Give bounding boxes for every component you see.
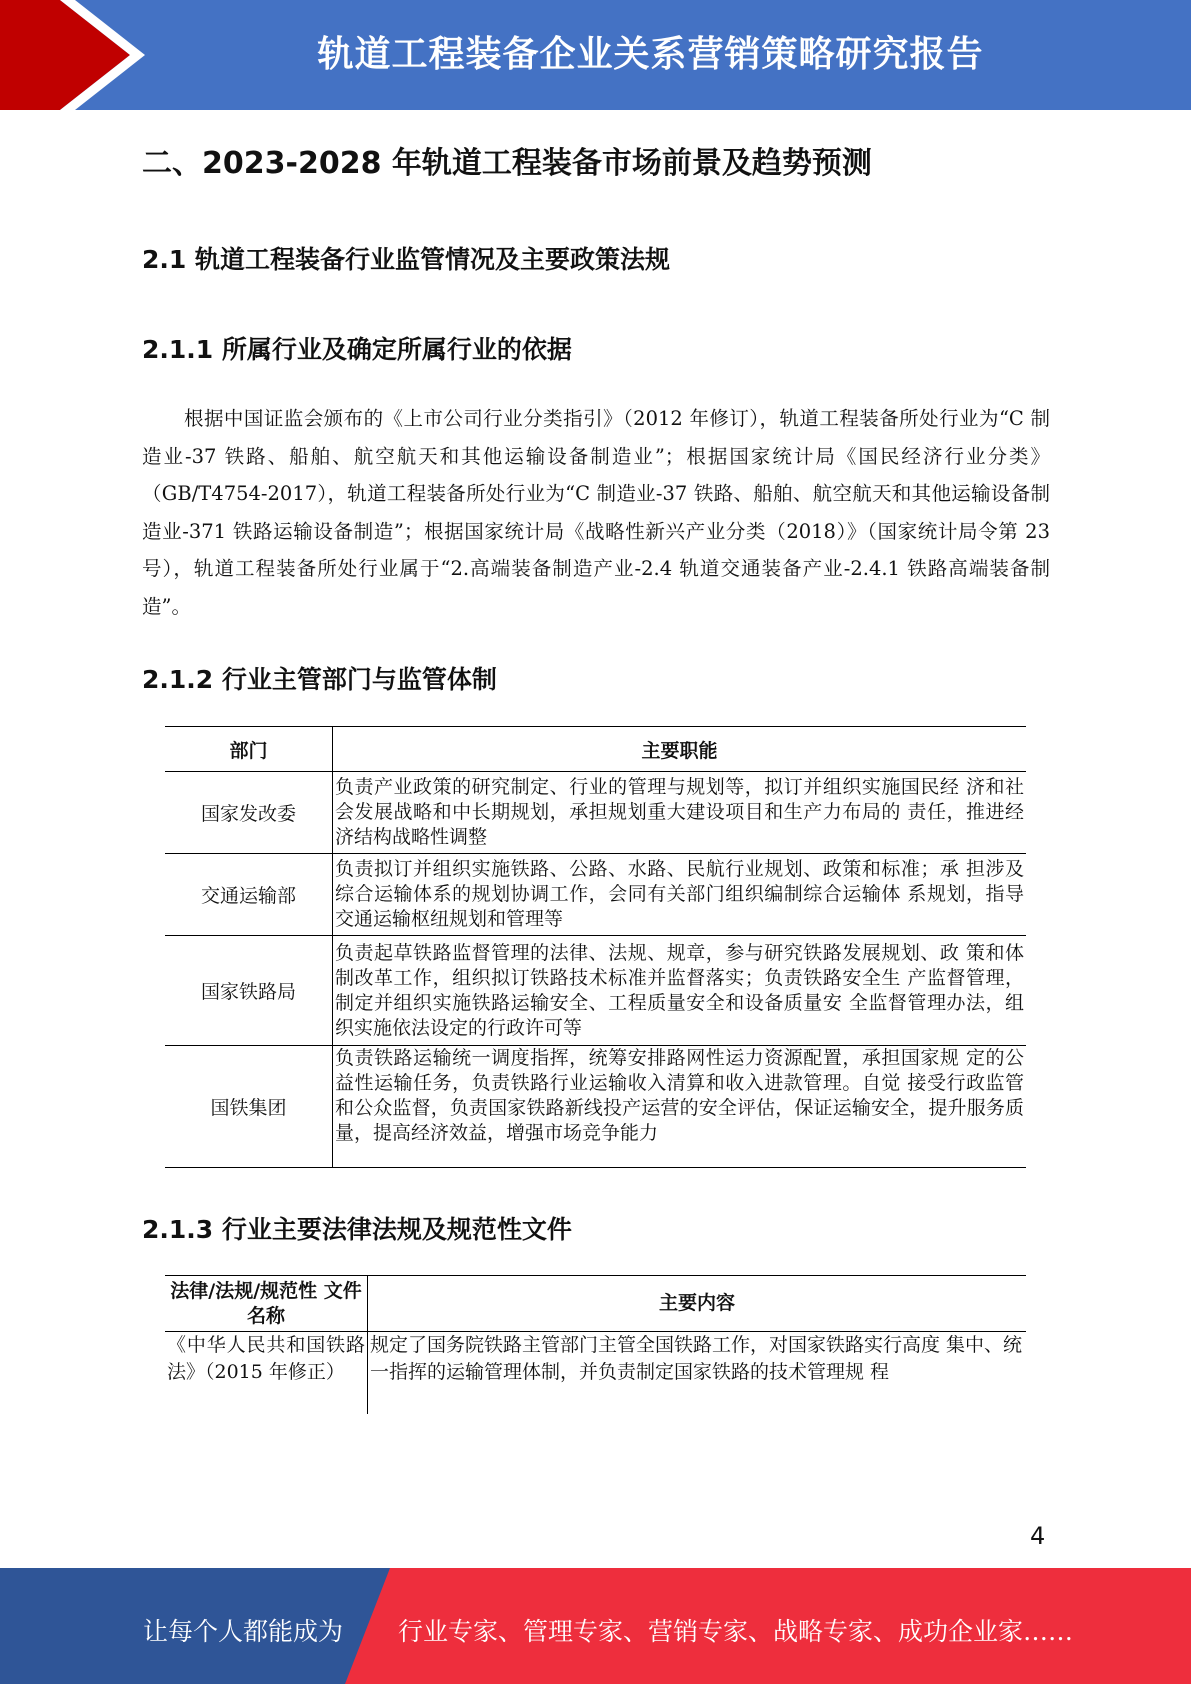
footer-slogan-right: 行业专家、管理专家、营销专家、战略专家、成功企业家…… (398, 1617, 1074, 1646)
law-content-cell: 规定了国务院铁路主管部门主管全国铁路工作，对国家铁路实行高度 集中、统一指挥的运输管理体制，并负责制定国家铁路的技术管理规 程 (370, 1334, 1023, 1383)
report-title: 轨道工程装备企业关系营销策略研究报告 (317, 34, 984, 75)
column-header-duty: 主要职能 (333, 727, 1027, 772)
subsection-heading-2-1-1: 2.1.1 所属行业及确定所属行业的依据 (142, 335, 572, 364)
duty-cell: 负责起草铁路监督管理的法律、法规、规章，参与研究铁路发展规划、政 策和体制改革工作，组织拟订铁路技术标准并监督落实；负责铁路安全生 产监督管理，制定并组织实施铁路运输安全、工程质量安全和设备质量安 全监督管理办法，组织实施依法设定的行政许可等 (335, 941, 1024, 1039)
dept-cell: 国家铁路局 (165, 936, 333, 1046)
body-paragraph: 根据中国证监会颁布的《上市公司行业分类指引》（2012 年修订），轨道工程装备所处行业为“C 制造业-37 铁路、船舶、航空航天和其他运输设备制造业”；根据国家统计局《国民经济行业分类》（GB/T4754-2017），轨道工程装备所处行业为“C 制造业-37 铁路、船舶、航空航天和其他运输设备制造业-371 铁路运输设备制造”；根据国家统计局《战略性新兴产业分类（2018）》（国家统计局令第 23 号），轨道工程装备所处行业属于“2.高端装备制造产业-2.4 轨道交通装备产业-2.4.1 铁路高端装备制造”。 (142, 407, 1050, 618)
table-row (165, 772, 1026, 854)
page-number: 4 (1030, 1522, 1046, 1550)
column-header-content: 主要内容 (368, 1276, 1027, 1332)
table-row (165, 1332, 1026, 1414)
table-row (165, 854, 1026, 936)
duty-cell: 负责拟订并组织实施铁路、公路、水路、民航行业规划、政策和标准；承 担涉及综合运输体系的规划协调工作，会同有关部门组织编制综合运输体 系规划，指导交通运输枢纽规划和管理等 (335, 858, 1024, 930)
duty-cell: 负责产业政策的研究制定、行业的管理与规划等，拟订并组织实施国民经 济和社会发展战略和中长期规划，承担规划重大建设项目和生产力布局的 责任，推进经济结构战略性调整 (335, 776, 1024, 848)
footer-slogan-left: 让每个人都能成为 (143, 1617, 344, 1646)
dept-cell: 国家发改委 (165, 772, 333, 854)
table-header-row (165, 727, 1026, 772)
subsection-heading-2-1-3: 2.1.3 行业主要法律法规及规范性文件 (142, 1215, 572, 1244)
subsection-heading-2-1-2: 2.1.2 行业主管部门与监管体制 (142, 665, 497, 694)
duty-cell: 负责铁路运输统一调度指挥，统筹安排路网性运力资源配置，承担国家规 定的公益性运输任务，负责铁路行业运输收入清算和收入进款管理。自觉 接受行政监管和公众监督，负责国家铁路新线投产运营的安全评估，保证运输安全，提升服务质量，提高经济效益，增强市场竞争能力 (335, 1047, 1024, 1144)
section-heading: 二、2023-2028 年轨道工程装备市场前景及趋势预测 (142, 146, 872, 181)
law-name-cell: 《中华人民共和国铁路法》（2015 年修正） (165, 1332, 368, 1414)
column-header-dept: 部门 (165, 727, 333, 772)
dept-cell: 交通运输部 (165, 854, 333, 936)
table-row (165, 1046, 1026, 1168)
table-header-row (165, 1276, 1026, 1332)
subsection-heading-2-1: 2.1 轨道工程装备行业监管情况及主要政策法规 (142, 245, 670, 274)
footer-banner (0, 1568, 1191, 1684)
regulators-table (165, 726, 1026, 1168)
dept-cell: 国铁集团 (165, 1046, 333, 1168)
laws-table (165, 1275, 1026, 1414)
column-header-law-name: 法律/法规/规范性 文件名称 (165, 1276, 368, 1332)
header-banner (0, 0, 1191, 110)
table-row (165, 936, 1026, 1046)
